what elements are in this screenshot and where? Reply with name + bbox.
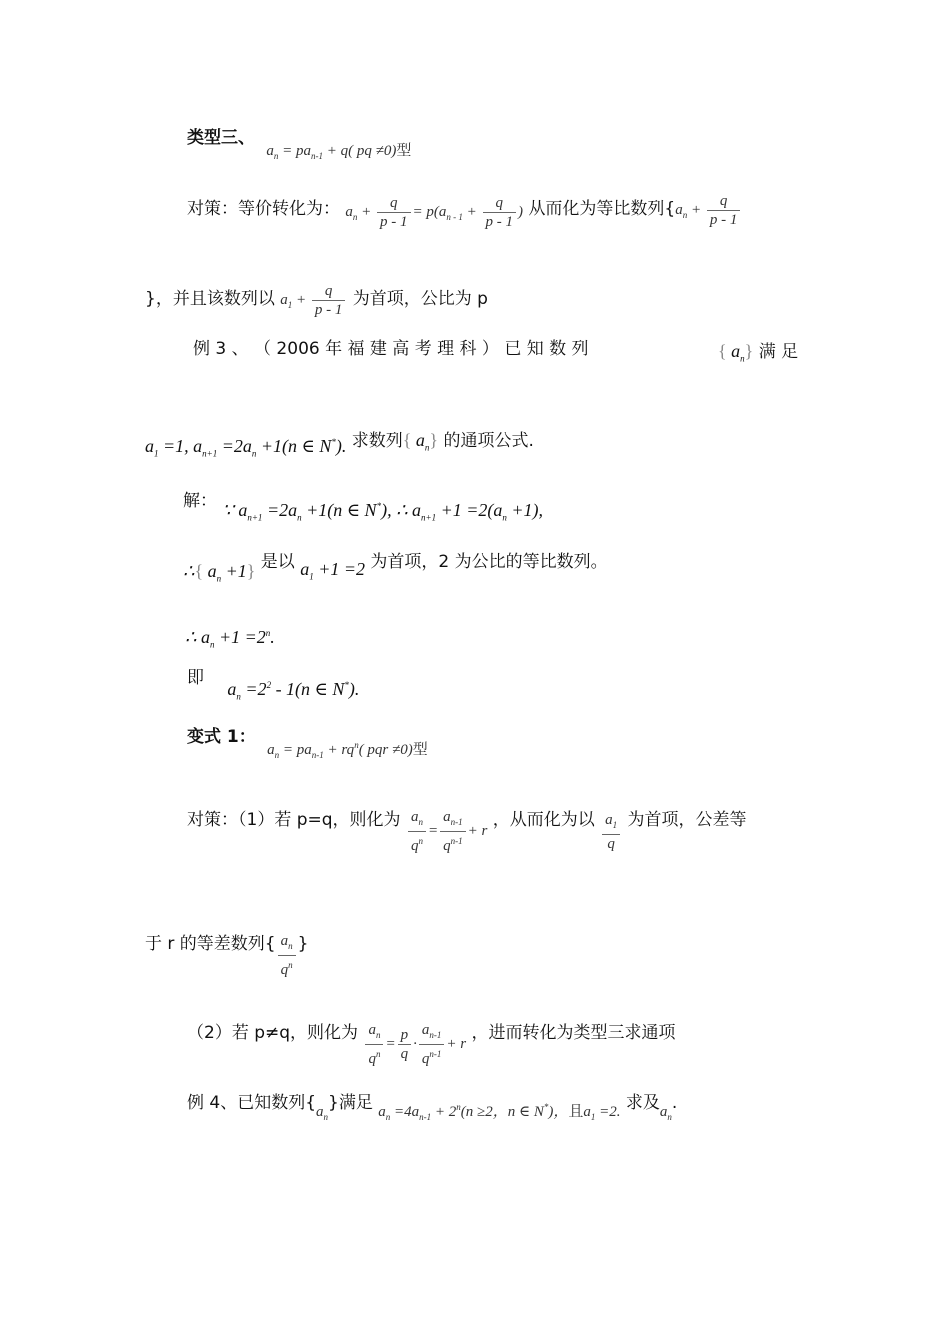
section3-close-line [145, 282, 488, 319]
example4-ask-seq: $a_n$ [659, 1104, 672, 1122]
section3-first-term: $a_1$ + $\frac{q}{p - 1}$ [280, 292, 347, 308]
example4-satisfy: }满足 [328, 1093, 373, 1113]
example3-ask-seq: { $a_n$} [402, 430, 439, 453]
example3-sol-label: 解： [183, 491, 217, 511]
example3-seq-block [718, 340, 798, 370]
section3-title: 类型三、 [187, 128, 255, 148]
example3-ask-end: 的通项公式. [443, 431, 534, 451]
variant1-s1-first: $\frac{a_1}{q}$ [600, 823, 622, 839]
variant1-formula: $a_n = pa_{n-1} + rq^n$( pqr ≠0) [267, 740, 413, 760]
variant1-s2-label: （2）若 p≠q，则化为 [187, 1022, 359, 1043]
section3-formula: $a_n = pa_{n-1} + q$( pq ≠0) [266, 143, 397, 161]
variant1-s1-close: } [297, 933, 309, 954]
example3-seq: { $a_n$} [718, 341, 754, 364]
section3-strategy-line [187, 192, 742, 229]
variant1-s1-cont: 于 r 的等差数列{ [145, 933, 276, 954]
section3-close-text: }，并且该数列以 [145, 288, 275, 309]
variant1-s1-seq: $\frac{a_n}{q^n}$ [276, 947, 298, 963]
example3-satisfy: 满 足 [758, 342, 799, 362]
section3-strategy-label: 对策：等价转化为： [187, 198, 340, 219]
example3-ask: 求数列 [351, 431, 403, 451]
example4-seq: $a_n$ [316, 1104, 329, 1122]
example3-step2-c: $a_1 +1 =2$ [300, 559, 365, 582]
variant1-line [187, 722, 428, 760]
variant1-s1-label: 对策：（1）若 p=q，则化为 [187, 809, 401, 830]
example4-ask: 求及 [625, 1093, 660, 1113]
example3-step2-seq: ∴{ $a_n +1$} [183, 561, 256, 584]
section3-result-text: 从而化为等比数列{ [528, 198, 676, 219]
example3-step4: $a_n =2^2 - 1(n$ ∈ N*). [227, 679, 360, 702]
example3-step3: ∴ $a_n +1 =2^n$. [185, 627, 275, 650]
section3-line [187, 127, 412, 161]
example3-header [193, 338, 589, 360]
section3-ratio-text: 为首项，公比为 p [352, 288, 488, 309]
variant1-type-suffix: 型 [412, 742, 428, 758]
example4-condition: $a_n =4a_{n-1} + 2^n(n \ge 2$，n ∈ N*)，且$a_1 =2$. [378, 1102, 621, 1122]
example3-step2-d: 为首项，2 为公比的等比数列。 [370, 552, 608, 572]
variant1-s1-line [187, 798, 747, 854]
variant1-s2-end: ，进而转化为类型三求通项 [471, 1022, 676, 1043]
variant1-title: 变式 1： [187, 727, 256, 747]
example3-condition-line [145, 425, 534, 459]
example3-condition: $a_1 =1$, $a_{n+1} =2a_n +1(n$ ∈ N*). [145, 436, 347, 459]
variant1-s2-formula: $\frac{a_n}{q^n}$ = $\frac{p}{q}$ · $\frac{a_{n-1}}{q^{n-1}}$ + r [363, 1036, 466, 1052]
section3-transform: $a_n$ + $\frac{q}{p - 1}$ = $p(a_{n - 1}$ + $\frac{q}{p - 1}$ ) [345, 195, 524, 230]
example3-step2-line [183, 550, 608, 584]
example3-step4-label: 即 [187, 668, 204, 688]
example3-step3-line [185, 622, 275, 656]
variant1-s2-line [187, 1011, 676, 1067]
variant1-s1-end: 为首项，公差等 [627, 809, 747, 830]
variant1-s1-formula: $\frac{a_n}{q^n}$ = $\frac{a_{n-1}}{q^{n-1}}$ + r [406, 823, 487, 839]
section3-seq: $a_n$ + $\frac{q}{p - 1}$ [675, 202, 742, 218]
example3-step2-b: 是以 [260, 552, 295, 572]
example3-step4-line [187, 662, 360, 702]
example4-line [187, 1088, 677, 1120]
section3-type-suffix: 型 [396, 143, 412, 159]
example3-label: 例 3 、 （ 2006 年 福 建 高 考 理 科 ） 已 知 数 列 [193, 339, 589, 359]
variant1-s1-mid: ，从而化为以 [492, 809, 595, 830]
example4-label: 例 4、已知数列{ [187, 1093, 317, 1113]
example3-step1: ∵ $a_{n+1} =2a_n +1(n$ ∈ N*), ∴ $a_{n+1} +1 =2(a_n +1)$, [222, 500, 544, 523]
example4-ask-end: . [671, 1093, 678, 1113]
example3-solution-line [183, 485, 544, 523]
variant1-s1-cont-line [145, 922, 309, 978]
